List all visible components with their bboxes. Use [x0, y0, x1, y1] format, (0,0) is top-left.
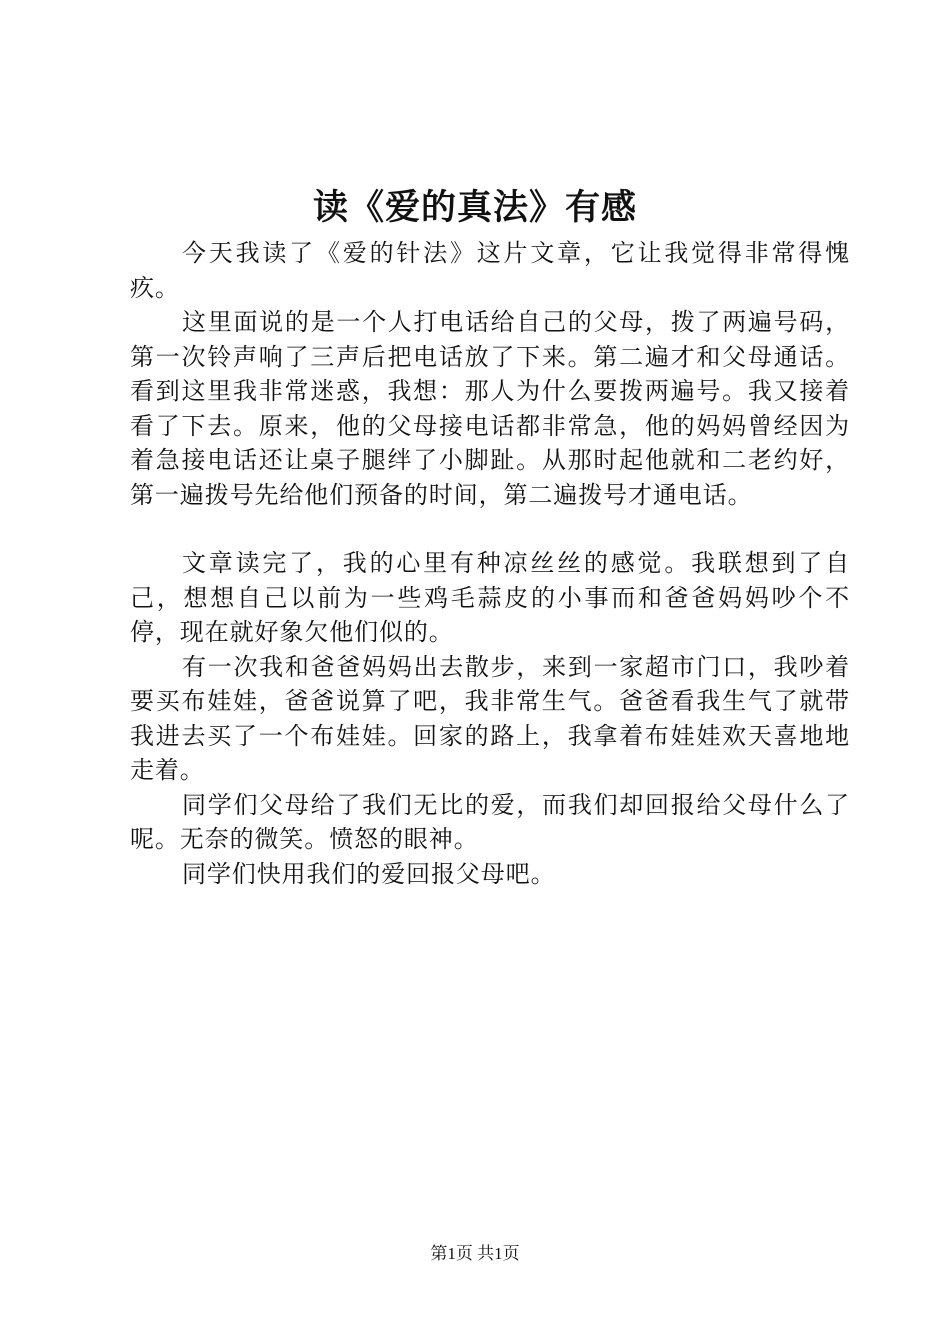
paragraph: 文章读完了，我的心里有种凉丝丝的感觉。我联想到了自己，想想自己以前为一些鸡毛蒜皮的小事而和爸爸妈妈吵个不停，现在就好象欠他们似的。: [130, 549, 850, 646]
document-title: 读《爱的真法》有感: [312, 187, 637, 228]
document-body: [130, 236, 850, 891]
paragraph: 同学们父母给了我们无比的爱，而我们却回报给父母什么了呢。无奈的微笑。愤怒的眼神。: [130, 790, 850, 853]
paragraph: 有一次我和爸爸妈妈出去散步，来到一家超市门口，我吵着要买布娃娃，爸爸说算了吧，我非常生气。爸爸看我生气了就带我进去买了一个布娃娃。回家的路上，我拿着布娃娃欢天喜地地走着。: [130, 652, 850, 784]
paragraph: 今天我读了《爱的针法》这片文章，它让我觉得非常得愧疚。: [130, 239, 850, 302]
paragraph: 同学们快用我们的爱回报父母吧。: [182, 859, 556, 888]
paragraph: 这里面说的是一个人打电话给自己的父母，拨了两遍号码，第一次铃声响了三声后把电话放了下来。第二遍才和父母通话。看到这里我非常迷惑，我想：那人为什么要拨两遍号。我又接着看了下去。原来，他的父母接电话都非常急，他的妈妈曾经因为着急接电话还让桌子腿绊了小脚趾。从那时起他就和二老约好，第一遍拨号先给他们预备的时间，第二遍拨号才通电话。: [130, 308, 850, 509]
page-footer: 第1页 共1页: [430, 1244, 520, 1263]
